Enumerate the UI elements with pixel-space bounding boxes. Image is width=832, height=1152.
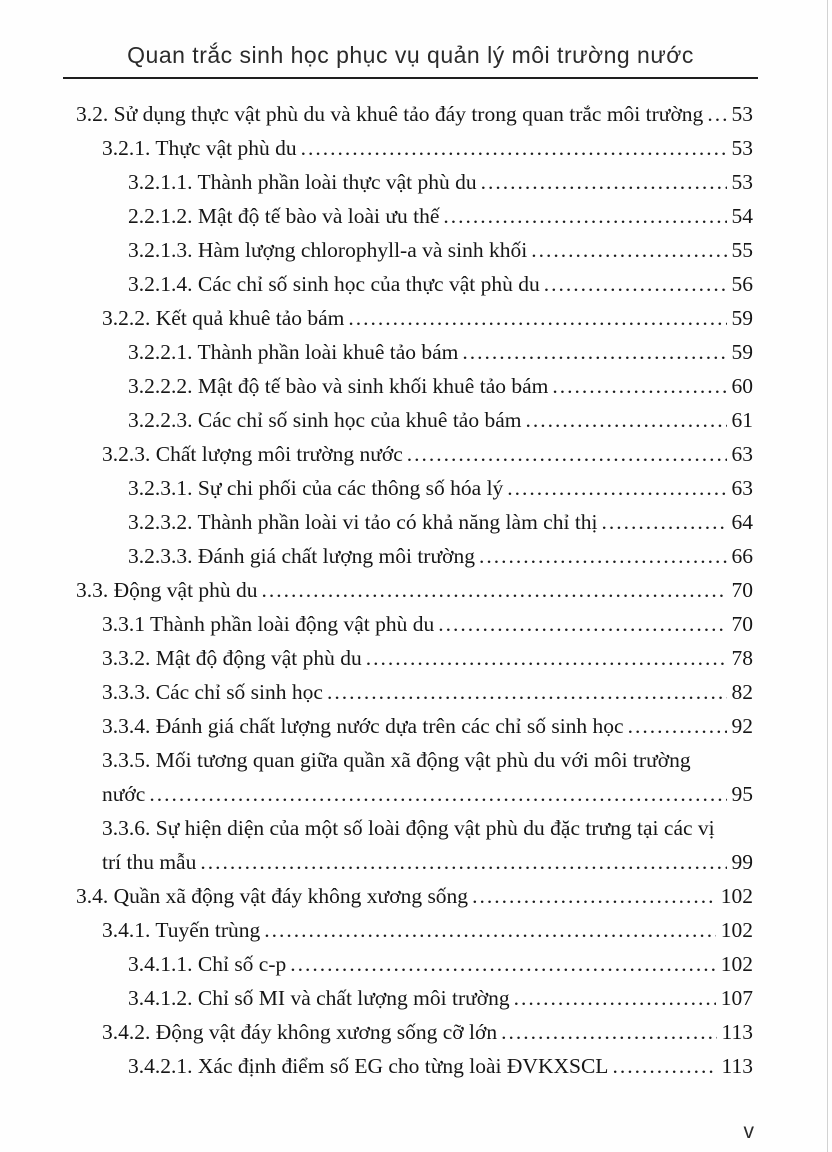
toc-page-number: 64 bbox=[731, 510, 753, 534]
toc-entry bbox=[76, 573, 753, 607]
toc-page-number: 53 bbox=[731, 136, 753, 160]
toc-page-number: 54 bbox=[731, 204, 753, 228]
toc-entry bbox=[76, 437, 753, 471]
toc-entry bbox=[76, 1049, 753, 1083]
dot-leader bbox=[264, 913, 715, 947]
toc-entry bbox=[76, 505, 753, 539]
toc-entry bbox=[76, 131, 753, 165]
toc-page-number: 102 bbox=[720, 884, 753, 908]
toc-entry bbox=[76, 811, 753, 879]
dot-leader bbox=[628, 709, 727, 743]
toc-entry-text: 3.2.1. Thực vật phù du bbox=[102, 136, 297, 160]
toc-entry-text: trí thu mẫu bbox=[102, 850, 197, 874]
toc-page-number: 60 bbox=[731, 374, 753, 398]
toc-entry-text: 3.2.3. Chất lượng môi trường nước bbox=[102, 442, 403, 466]
toc-entry-text: 3.2.3.2. Thành phần loài vi tảo có khả năng làm chỉ thị bbox=[128, 510, 598, 534]
dot-leader bbox=[552, 369, 726, 403]
toc-page-number: 113 bbox=[721, 1054, 753, 1078]
toc-entry-text: 3.3.4. Đánh giá chất lượng nước dựa trên các chỉ số sinh học bbox=[102, 714, 624, 738]
dot-leader bbox=[200, 845, 726, 879]
toc-entry-text: 3.4. Quần xã động vật đáy không xương sống bbox=[76, 884, 469, 908]
toc-entry bbox=[76, 709, 753, 743]
dot-leader bbox=[481, 165, 727, 199]
toc-page-number: 63 bbox=[731, 476, 753, 500]
toc-entry bbox=[76, 981, 753, 1015]
toc-entry bbox=[76, 607, 753, 641]
toc-entry-text: 3.4.2. Động vật đáy không xương sống cỡ lớn bbox=[102, 1020, 498, 1044]
dot-leader bbox=[501, 1015, 716, 1049]
toc-entry-text: 3.4.2.1. Xác định điểm số EG cho từng loài ĐVKXSCL bbox=[128, 1054, 609, 1078]
dot-leader bbox=[348, 301, 726, 335]
toc-entry bbox=[76, 539, 753, 573]
toc-page-number: 113 bbox=[721, 1020, 753, 1044]
toc-entry bbox=[76, 165, 753, 199]
toc-entry-text: 3.2. Sử dụng thực vật phù du và khuê tảo đáy trong quan trắc môi trường bbox=[76, 102, 704, 126]
toc-entry bbox=[76, 97, 753, 131]
dot-leader bbox=[327, 675, 727, 709]
dot-leader bbox=[462, 335, 726, 369]
toc-entry bbox=[76, 743, 753, 811]
toc-page-number: 70 bbox=[731, 578, 753, 602]
toc-entry bbox=[76, 675, 753, 709]
dot-leader bbox=[290, 947, 715, 981]
dot-leader bbox=[262, 573, 727, 607]
toc-entry-text: 3.4.1. Tuyến trùng bbox=[102, 918, 261, 942]
toc-entry-text: 3.2.3.1. Sự chi phối của các thông số hóa lý bbox=[128, 476, 504, 500]
toc-page-number: 55 bbox=[731, 238, 753, 262]
toc-entry-text: 3.4.1.1. Chỉ số c-p bbox=[128, 952, 287, 976]
toc-entry bbox=[76, 267, 753, 301]
toc-entry-text: 3.2.2.2. Mật độ tế bào và sinh khối khuê tảo bám bbox=[128, 374, 549, 398]
toc-entry bbox=[76, 301, 753, 335]
dot-leader bbox=[602, 505, 727, 539]
toc-page-number: 78 bbox=[731, 646, 753, 670]
toc-entry-text: 3.2.3.3. Đánh giá chất lượng môi trường bbox=[128, 544, 475, 568]
toc-entry-text: 3.2.2.1. Thành phần loài khuê tảo bám bbox=[128, 340, 459, 364]
toc-entry bbox=[76, 947, 753, 981]
toc-page-number: 107 bbox=[720, 986, 753, 1010]
dot-leader bbox=[707, 97, 726, 131]
toc-entry-text-line1: 3.3.6. Sự hiện diện của một số loài động vật phù du đặc trưng tại các vị bbox=[102, 816, 715, 840]
toc-page-number: 70 bbox=[731, 612, 753, 636]
toc-entry-text: 3.3.2. Mật độ động vật phù du bbox=[102, 646, 362, 670]
toc-page-number: 102 bbox=[720, 918, 753, 942]
dot-leader bbox=[507, 471, 726, 505]
toc-entry bbox=[76, 879, 753, 913]
toc-entry-text: 3.2.2.3. Các chỉ số sinh học của khuê tảo bám bbox=[128, 408, 522, 432]
toc-page-number: 61 bbox=[731, 408, 753, 432]
dot-leader bbox=[301, 131, 727, 165]
toc-entry-text: 3.2.2. Kết quả khuê tảo bám bbox=[102, 306, 345, 330]
toc-entry bbox=[76, 369, 753, 403]
toc-entry-text: 3.2.1.4. Các chỉ số sinh học của thực vật phù du bbox=[128, 272, 540, 296]
toc-entry-text: nước bbox=[102, 782, 146, 806]
toc-page-number: 99 bbox=[731, 850, 753, 874]
toc-page-number: 66 bbox=[731, 544, 753, 568]
toc-entry-text: 3.2.1.1. Thành phần loài thực vật phù du bbox=[128, 170, 477, 194]
toc-entry-text: 3.2.1.3. Hàm lượng chlorophyll-a và sinh khối bbox=[128, 238, 528, 262]
toc-entry bbox=[76, 471, 753, 505]
dot-leader bbox=[525, 403, 726, 437]
page-number: v bbox=[743, 1120, 754, 1143]
toc-entry-text-line1: 3.3.5. Mối tương quan giữa quần xã động vật phù du với môi trường bbox=[102, 748, 691, 772]
dot-leader bbox=[443, 199, 726, 233]
running-header: Quan trắc sinh học phục vụ quản lý môi trường nước bbox=[63, 42, 758, 79]
scan-edge-line bbox=[827, 0, 828, 1152]
toc-entry bbox=[76, 403, 753, 437]
toc-page-number: 82 bbox=[731, 680, 753, 704]
toc-entry-text: 3.4.1.2. Chỉ số MI và chất lượng môi trường bbox=[128, 986, 510, 1010]
toc-entry-text: 3.3. Động vật phù du bbox=[76, 578, 258, 602]
toc-entry bbox=[76, 913, 753, 947]
dot-leader bbox=[612, 1049, 716, 1083]
toc-page-number: 92 bbox=[731, 714, 753, 738]
toc-entry bbox=[76, 233, 753, 267]
toc-entry bbox=[76, 641, 753, 675]
dot-leader bbox=[149, 777, 726, 811]
dot-leader bbox=[366, 641, 727, 675]
toc-page-number: 63 bbox=[731, 442, 753, 466]
toc-page-number: 56 bbox=[731, 272, 753, 296]
dot-leader bbox=[407, 437, 727, 471]
dot-leader bbox=[472, 879, 716, 913]
toc-page-number: 53 bbox=[731, 170, 753, 194]
toc-entry bbox=[76, 199, 753, 233]
toc-page-number: 59 bbox=[731, 340, 753, 364]
dot-leader bbox=[544, 267, 727, 301]
toc-entry-text: 3.3.1 Thành phần loài động vật phù du bbox=[102, 612, 435, 636]
toc-page-number: 53 bbox=[731, 102, 753, 126]
toc-page-number: 95 bbox=[731, 782, 753, 806]
toc-entry-text: 2.2.1.2. Mật độ tế bào và loài ưu thế bbox=[128, 204, 440, 228]
dot-leader bbox=[479, 539, 727, 573]
dot-leader bbox=[514, 981, 716, 1015]
toc-page-number: 102 bbox=[720, 952, 753, 976]
toc-entry bbox=[76, 335, 753, 369]
toc-list bbox=[76, 97, 753, 1083]
toc-entry-text: 3.3.3. Các chỉ số sinh học bbox=[102, 680, 323, 704]
toc-entry bbox=[76, 1015, 753, 1049]
toc-page-number: 59 bbox=[731, 306, 753, 330]
dot-leader bbox=[531, 233, 726, 267]
dot-leader bbox=[438, 607, 726, 641]
